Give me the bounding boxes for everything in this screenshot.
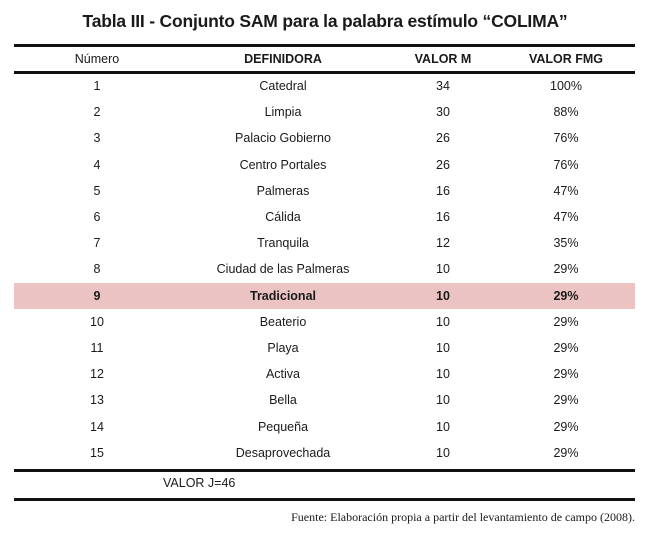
cell-valor-m: 10 [436, 419, 450, 434]
cell-valor-m: 10 [436, 314, 450, 329]
cell-numero: 5 [93, 183, 101, 198]
cell-valor-m: 10 [436, 445, 450, 460]
table-row [14, 256, 635, 282]
cell-numero: 2 [93, 105, 101, 120]
table-row [14, 73, 635, 99]
cell-definidora: Ciudad de las Palmeras [216, 262, 350, 277]
cell-valor-m: 10 [436, 367, 450, 382]
cell-valor-fmg: 29% [553, 393, 579, 408]
table-row [14, 387, 635, 413]
table-row [14, 309, 635, 335]
cell-definidora: Bella [269, 393, 297, 408]
cell-valor-m: 10 [436, 262, 450, 277]
header-numero: Número [74, 52, 120, 66]
cell-definidora: Beaterio [259, 314, 307, 329]
cell-definidora: Centro Portales [239, 157, 327, 172]
cell-valor-m: 16 [436, 210, 450, 224]
cell-valor-fmg: 76% [553, 157, 579, 172]
cell-valor-fmg: 29% [553, 419, 579, 434]
table-row [14, 230, 635, 256]
cell-definidora: Playa [267, 341, 299, 355]
table-row [14, 125, 635, 151]
cell-valor-fmg: 29% [553, 288, 579, 303]
source-note: Fuente: Elaboración propia a partir del levantamiento de campo (2008). [291, 510, 635, 524]
cell-numero: 8 [93, 262, 101, 277]
cell-valor-m: 16 [436, 183, 450, 198]
cell-valor-m: 10 [436, 393, 450, 408]
cell-numero: 10 [90, 314, 104, 329]
cell-definidora: Tranquila [257, 236, 309, 251]
cell-valor-m: 34 [436, 79, 450, 93]
cell-numero: 11 [90, 341, 104, 355]
cell-valor-fmg: 29% [553, 341, 579, 355]
cell-numero: 6 [93, 210, 101, 224]
cell-valor-m: 12 [436, 236, 450, 251]
cell-numero: 12 [90, 367, 104, 382]
cell-valor-m: 10 [436, 341, 450, 355]
table-row [14, 440, 635, 466]
bottom-rule [14, 469, 635, 472]
header-valor-fmg: VALOR FMG [528, 52, 604, 66]
table-row [14, 99, 635, 125]
cell-valor-m: 10 [436, 288, 450, 303]
cell-definidora: Cálida [265, 210, 301, 224]
table-row [14, 152, 635, 178]
cell-valor-m: 30 [436, 105, 450, 120]
cell-definidora: Pequeña [257, 419, 309, 434]
table-title: Tabla III - Conjunto SAM para la palabra estímulo “COLIMA” [82, 11, 568, 31]
cell-valor-fmg: 29% [553, 262, 579, 277]
cell-numero: 4 [93, 157, 101, 172]
cell-numero: 13 [90, 393, 104, 408]
table-header [14, 46, 635, 72]
cell-numero: 15 [90, 445, 104, 460]
cell-valor-fmg: 47% [553, 183, 579, 198]
cell-numero: 14 [90, 419, 104, 434]
table-row [14, 283, 635, 309]
header-valor-m: VALOR M [414, 52, 472, 66]
table-row [14, 361, 635, 387]
cell-definidora: Desaprovechada [235, 445, 331, 460]
cell-numero: 9 [93, 288, 101, 303]
cell-definidora: Tradicional [250, 288, 316, 303]
cell-valor-fmg: 76% [553, 131, 579, 146]
cell-definidora: Palacio Gobierno [235, 131, 331, 146]
table-row [14, 178, 635, 204]
cell-numero: 3 [93, 131, 101, 146]
cell-definidora: Limpia [264, 105, 302, 120]
cell-numero: 1 [93, 79, 101, 93]
cell-valor-m: 26 [436, 131, 450, 146]
cell-valor-fmg: 35% [553, 236, 579, 251]
valor-j: VALOR J=46 [163, 476, 236, 490]
footer-rule [14, 498, 635, 501]
cell-numero: 7 [93, 236, 101, 251]
cell-valor-fmg: 29% [553, 367, 579, 382]
table-row [14, 414, 635, 440]
table-row [14, 335, 635, 361]
cell-valor-fmg: 47% [553, 210, 579, 224]
cell-valor-fmg: 100% [550, 79, 582, 93]
cell-valor-m: 26 [436, 157, 450, 172]
cell-valor-fmg: 88% [553, 105, 579, 120]
header-definidora: DEFINIDORA [244, 52, 322, 66]
cell-definidora: Catedral [259, 79, 307, 93]
cell-definidora: Activa [265, 367, 301, 382]
table-row [14, 204, 635, 230]
cell-valor-fmg: 29% [553, 314, 579, 329]
cell-valor-fmg: 29% [553, 445, 579, 460]
cell-definidora: Palmeras [256, 183, 310, 198]
